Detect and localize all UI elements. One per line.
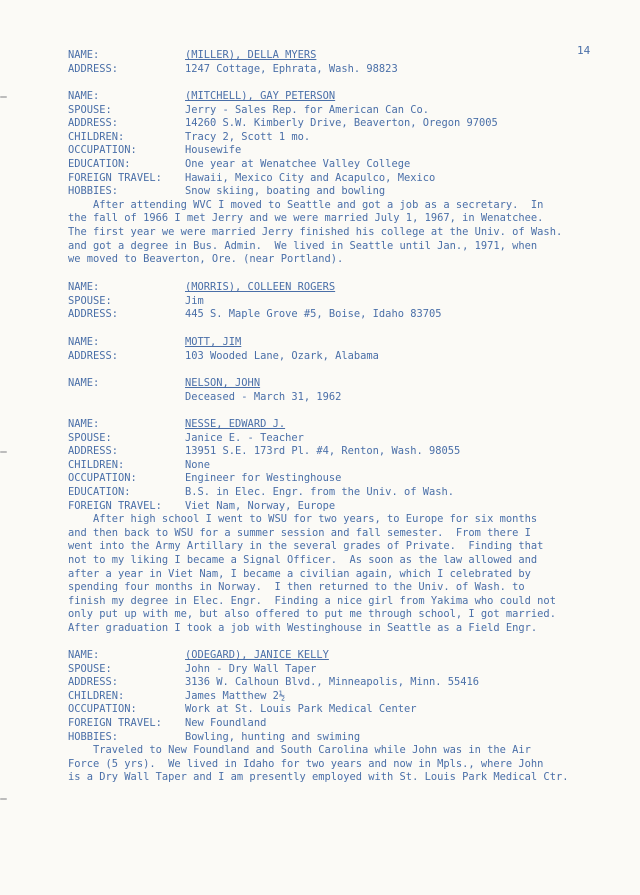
paragraph-line: only put up with me, but also offered to put me through school, I got married.	[68, 608, 556, 621]
field-value: 103 Wooded Lane, Ozark, Alabama	[185, 349, 379, 362]
field-label: NAME:	[68, 418, 100, 430]
paragraph-line: After high school I went to WSU for two years, to Europe for six months	[68, 513, 538, 526]
field-value: 445 S. Maple Grove #5, Boise, Idaho 83705	[185, 308, 442, 321]
field-row	[68, 663, 628, 677]
paragraph-line: After graduation I took a job with Westinghouse in Seattle as a Field Engr.	[68, 621, 538, 634]
field-label: OCCUPATION:	[68, 472, 137, 485]
field-row	[68, 131, 628, 145]
paragraph-line: finish my degree in Elec. Engr. Finding a nice girl from Yakima who could not	[68, 594, 556, 607]
field-row	[68, 185, 628, 199]
entry-nelson	[68, 377, 628, 404]
field-row	[68, 472, 628, 486]
field-value: James Matthew 2½	[185, 689, 286, 702]
field-value: Viet Nam, Norway, Europe	[185, 499, 336, 512]
field-label: SPOUSE:	[68, 294, 112, 307]
entry-mitchell	[68, 90, 628, 267]
field-value: Janice E. - Teacher	[185, 431, 304, 444]
field-label: ADDRESS:	[68, 676, 119, 689]
field-row	[68, 731, 628, 745]
field-value: 3136 W. Calhoun Blvd., Minneapolis, Minn. 55416	[185, 676, 480, 689]
field-label: EDUCATION:	[68, 485, 131, 498]
field-value: Tracy 2, Scott 1 mo.	[185, 130, 311, 143]
field-label: CHILDREN:	[68, 458, 125, 471]
field-row	[68, 104, 628, 118]
punch-mark	[0, 451, 7, 453]
person-name: (MORRIS), COLLEEN ROGERS	[185, 281, 336, 293]
paragraph-line: and got a degree in Bus. Admin. We lived in Seattle until Jan., 1971, when	[68, 239, 538, 252]
field-value: Work at St. Louis Park Medical Center	[185, 703, 417, 716]
field-row	[68, 500, 628, 514]
field-row	[68, 486, 628, 500]
paragraph-line: after a year in Viet Nam, I became a civilian again, which I celebrated by	[68, 567, 531, 580]
field-label: HOBBIES:	[68, 185, 119, 198]
field-row	[68, 350, 628, 364]
field-label: ADDRESS:	[68, 349, 119, 362]
field-row	[68, 676, 628, 690]
biography-paragraph	[68, 513, 628, 635]
field-value: 13951 S.E. 173rd Pl. #4, Renton, Wash. 98055	[185, 445, 461, 458]
punch-mark	[0, 798, 7, 800]
field-row	[68, 295, 628, 309]
field-value: None	[185, 458, 211, 471]
entry-odegard	[68, 649, 628, 785]
field-label: NAME:	[68, 90, 100, 102]
field-label: ADDRESS:	[68, 308, 119, 321]
field-label: EDUCATION:	[68, 157, 131, 170]
field-row	[68, 391, 628, 405]
field-row	[68, 717, 628, 731]
field-value: B.S. in Elec. Engr. from the Univ. of Wash.	[185, 485, 454, 498]
paragraph-line: and then back to WSU for a summer session and fall semester. From there I	[68, 526, 531, 539]
field-label: SPOUSE:	[68, 662, 112, 675]
field-value: 1247 Cottage, Ephrata, Wash. 98823	[185, 62, 398, 75]
field-label: SPOUSE:	[68, 431, 112, 444]
field-row	[68, 144, 628, 158]
entry-mott	[68, 336, 628, 363]
field-label: CHILDREN:	[68, 130, 125, 143]
paragraph-line: not to my liking I became a Signal Officer. As soon as the law allowed and	[68, 553, 538, 566]
field-value: 14260 S.W. Kimberly Drive, Beaverton, Oregon 97005	[185, 117, 498, 130]
field-row	[68, 90, 628, 104]
field-value: John - Dry Wall Taper	[185, 662, 317, 675]
person-name: NELSON, JOHN	[185, 377, 261, 389]
field-row	[68, 308, 628, 322]
field-label: FOREIGN TRAVEL:	[68, 499, 162, 512]
paragraph-line: went into the Army Artillary in the several grades of Private. Finding that	[68, 540, 544, 553]
field-value: One year at Wenatchee Valley College	[185, 157, 411, 170]
field-value: Hawaii, Mexico City and Acapulco, Mexico	[185, 171, 436, 184]
field-label: OCCUPATION:	[68, 703, 137, 716]
field-value: Housewife	[185, 144, 242, 157]
field-row	[68, 649, 628, 663]
field-label: ADDRESS:	[68, 62, 119, 75]
field-value: Engineer for Westinghouse	[185, 472, 342, 485]
field-label: ADDRESS:	[68, 445, 119, 458]
field-value: Bowling, hunting and swiming	[185, 730, 361, 743]
entry-miller	[68, 49, 628, 76]
field-label: CHILDREN:	[68, 689, 125, 702]
biography-paragraph	[68, 199, 628, 267]
paragraph-line: spending four months in Norway. I then returned to the Univ. of Wash. to	[68, 581, 525, 594]
field-row	[68, 158, 628, 172]
field-value: New Foundland	[185, 716, 267, 729]
field-label: SPOUSE:	[68, 103, 112, 116]
field-label: NAME:	[68, 377, 100, 389]
person-name: NESSE, EDWARD J.	[185, 418, 286, 430]
punch-mark	[0, 96, 7, 98]
field-label: NAME:	[68, 336, 100, 348]
field-value: Snow skiing, boating and bowling	[185, 185, 386, 198]
person-name: (MITCHELL), GAY PETERSON	[185, 90, 336, 102]
field-label: NAME:	[68, 49, 100, 61]
page-number: 14	[577, 44, 591, 57]
field-row	[68, 445, 628, 459]
paragraph-line: Force (5 yrs). We lived in Idaho for two years and now in Mpls., where John	[68, 757, 544, 770]
field-row	[68, 377, 628, 391]
person-name: (ODEGARD), JANICE KELLY	[185, 649, 329, 661]
paragraph-line: we moved to Beaverton, Ore. (near Portland).	[68, 253, 344, 266]
field-row	[68, 172, 628, 186]
field-row	[68, 459, 628, 473]
field-row	[68, 281, 628, 295]
field-label: FOREIGN TRAVEL:	[68, 171, 162, 184]
field-value: Jim	[185, 294, 204, 307]
person-name: MOTT, JIM	[185, 336, 242, 348]
entry-morris	[68, 281, 628, 322]
field-label: NAME:	[68, 281, 100, 293]
field-label: ADDRESS:	[68, 117, 119, 130]
paragraph-line: The first year we were married Jerry finished his college at the Univ. of Wash.	[68, 225, 563, 238]
field-label: NAME:	[68, 649, 100, 661]
field-row	[68, 432, 628, 446]
paragraph-line: Traveled to New Foundland and South Carolina while John was in the Air	[68, 744, 531, 757]
field-row	[68, 49, 628, 63]
field-label: HOBBIES:	[68, 730, 119, 743]
field-row	[68, 63, 628, 77]
field-row	[68, 117, 628, 131]
person-name: (MILLER), DELLA MYERS	[185, 49, 317, 61]
entry-nesse	[68, 418, 628, 636]
field-row	[68, 418, 628, 432]
field-value: Deceased - March 31, 1962	[185, 390, 342, 403]
paragraph-line: is a Dry Wall Taper and I am presently employed with St. Louis Park Medical Ctr.	[68, 771, 569, 784]
paragraph-line: After attending WVC I moved to Seattle and got a job as a secretary. In	[68, 198, 544, 211]
field-label: OCCUPATION:	[68, 144, 137, 157]
field-row	[68, 690, 628, 704]
field-row	[68, 336, 628, 350]
field-row	[68, 703, 628, 717]
field-label: FOREIGN TRAVEL:	[68, 716, 162, 729]
paragraph-line: the fall of 1966 I met Jerry and we were married July 1, 1967, in Wenatchee.	[68, 212, 544, 225]
field-value: Jerry - Sales Rep. for American Can Co.	[185, 103, 429, 116]
biography-paragraph	[68, 744, 628, 785]
